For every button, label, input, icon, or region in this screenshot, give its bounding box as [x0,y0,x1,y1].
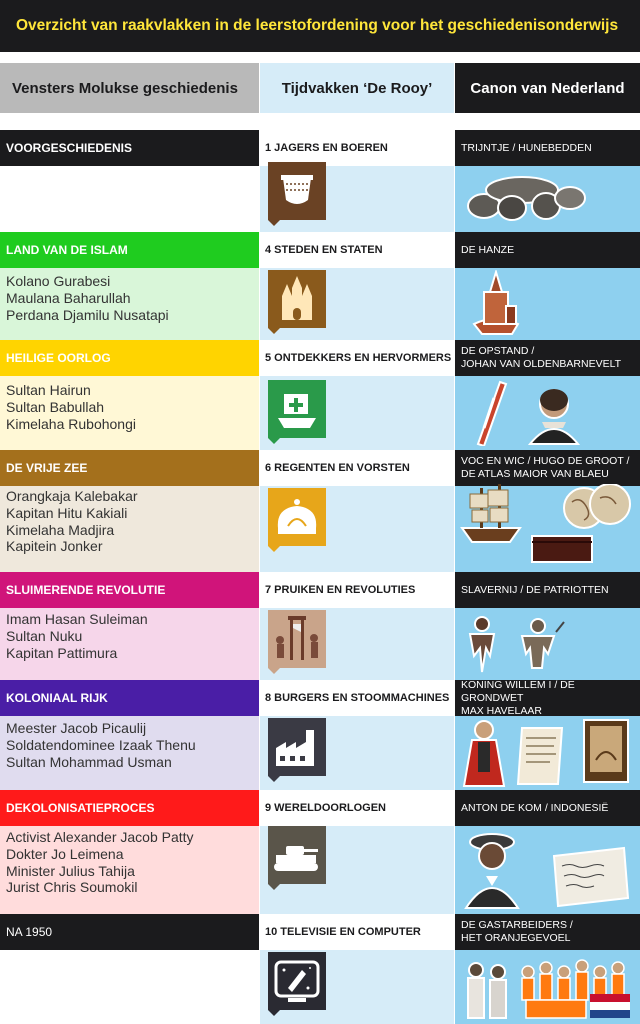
name-kimelaha-madjira: Kimelaha Madjira [6,521,115,538]
tank-icon [268,826,326,884]
tijdvak-8: 8 BURGERS EN STOOMMACHINES [260,680,454,716]
name-perdana-djamilu: Perdana Djamilu Nusatapi [6,306,169,323]
venster-islam: LAND VAN DE ISLAM [0,232,259,268]
name-imam-hasan-suleiman: Imam Hasan Suleiman [6,611,148,627]
venster-vrije-zee: DE VRIJE ZEE [0,450,259,486]
venster-heilige-oorlog: HEILIGE OORLOG [0,340,259,376]
ship-cross-icon [268,380,326,438]
names-sluimerende-revolutie [6,611,256,661]
canon-koning-willem [455,680,640,716]
canon-slavernij: SLAVERNIJ / DE PATRIOTTEN [455,572,640,608]
tijdvak-6: 6 REGENTEN EN VORSTEN [260,450,454,486]
koning-willem-illustration [460,716,636,793]
venster-voorgeschiedenis: VOORGESCHIEDENIS [0,130,259,166]
name-maulana-baharullah: Maulana Baharullah [6,289,131,306]
canon-trijntje: TRIJNTJE / HUNEBEDDEN [455,130,640,166]
name-sultan-hairun: Sultan Hairun [6,382,91,398]
name-sultan-nuku: Sultan Nuku [6,627,83,644]
castle-icon [268,270,326,328]
venster-na-1950: NA 1950 [0,914,259,950]
guillotine-icon [268,610,326,668]
names-vrije-zee [6,488,256,555]
name-kimelaha-rubohongi: Kimelaha Rubohongi [6,415,136,432]
voc-illustration [460,484,636,573]
name-sultan-babullah: Sultan Babullah [6,398,105,415]
venster-sluimerende-revolutie: SLUIMERENDE REVOLUTIE [0,572,259,608]
name-izaak-thenu: Soldatendominee Izaak Thenu [6,736,196,753]
canon-gastarbeiders-line1: DE GASTARBEIDERS / [461,919,573,931]
canon-opstand-line1: DE OPSTAND / [461,345,535,357]
name-kapitan-hitu-kakiali: Kapitan Hitu Kakiali [6,504,128,521]
venster-body-na-1950 [0,950,259,1024]
canon-opstand [455,340,640,376]
venster-koloniaal-rijk: KOLONIAAL RIJK [0,680,259,716]
names-heilige-oorlog [6,382,256,432]
column-header-vensters: Vensters Molukse geschiedenis [0,63,259,113]
name-chris-soumokil: Jurist Chris Soumokil [6,879,138,896]
slavernij-patriotten-illustration [460,612,570,681]
tijdvak-9: 9 WERELDOORLOGEN [260,790,454,826]
pot-icon [268,162,326,220]
canon-voc-line1: VOC EN WIC / HUGO DE GROOT / [461,455,630,467]
column-header-tijdvakken: Tijdvakken ‘De Rooy’ [260,63,454,113]
canon-opstand-line2: JOHAN VAN OLDENBARNEVELT [461,358,622,370]
anton-de-kom-illustration [462,828,632,915]
tijdvak-4: 4 STEDEN EN STATEN [260,232,454,268]
name-kapitan-pattimura: Kapitan Pattimura [6,644,118,661]
tijdvak-10: 10 TELEVISIE EN COMPUTER [260,914,454,950]
name-jo-leimena: Dokter Jo Leimena [6,845,124,862]
name-alexander-patty: Activist Alexander Jacob Patty [6,829,194,845]
name-kapitein-jonker: Kapitein Jonker [6,538,103,555]
canon-hanze: DE HANZE [455,232,640,268]
canon-voc-line2: DE ATLAS MAIOR VAN BLAEU [461,468,609,480]
canon-voc [455,450,640,486]
hanze-illustration [470,270,524,341]
canon-anton-de-kom: ANTON DE KOM / INDONESIË [455,790,640,826]
venster-dekolonisatieproces: DEKOLONISATIEPROCES [0,790,259,826]
factory-icon [268,718,326,776]
crown-icon [268,488,326,546]
name-julius-tahija: Minister Julius Tahija [6,862,135,879]
tv-rocket-icon [268,952,326,1010]
names-dekolonisatieproces [6,829,256,896]
gastarbeiders-oranje-illustration [462,954,638,1024]
tijdvak-5: 5 ONTDEKKERS EN HERVORMERS [260,340,454,376]
names-islam [6,273,256,323]
hunebed-illustration [462,168,588,229]
canon-koning-line1: KONING WILLEM I / DE GRONDWET [461,678,575,704]
name-orangkaja-kalebakar: Orangkaja Kalebakar [6,488,138,504]
opstand-illustration [470,378,610,451]
venster-body-voorgeschiedenis [0,166,259,232]
name-kolano-gurabesi: Kolano Gurabesi [6,273,111,289]
canon-koning-line2: MAX HAVELAAR [461,704,542,717]
names-koloniaal-rijk [6,720,256,770]
canon-gastarbeiders-line2: HET ORANJEGEVOEL [461,932,571,944]
column-header-canon: Canon van Nederland [455,63,640,113]
tijdvak-1: 1 JAGERS EN BOEREN [260,130,454,166]
tijdvak-7: 7 PRUIKEN EN REVOLUTIES [260,572,454,608]
name-mohammad-usman: Sultan Mohammad Usman [6,753,172,770]
name-jacob-picaulij: Meester Jacob Picaulij [6,720,147,736]
page-title: Overzicht van raakvlakken in de leerstofordening voor het geschiedenisonderwijs [0,0,640,52]
canon-gastarbeiders [455,914,640,950]
